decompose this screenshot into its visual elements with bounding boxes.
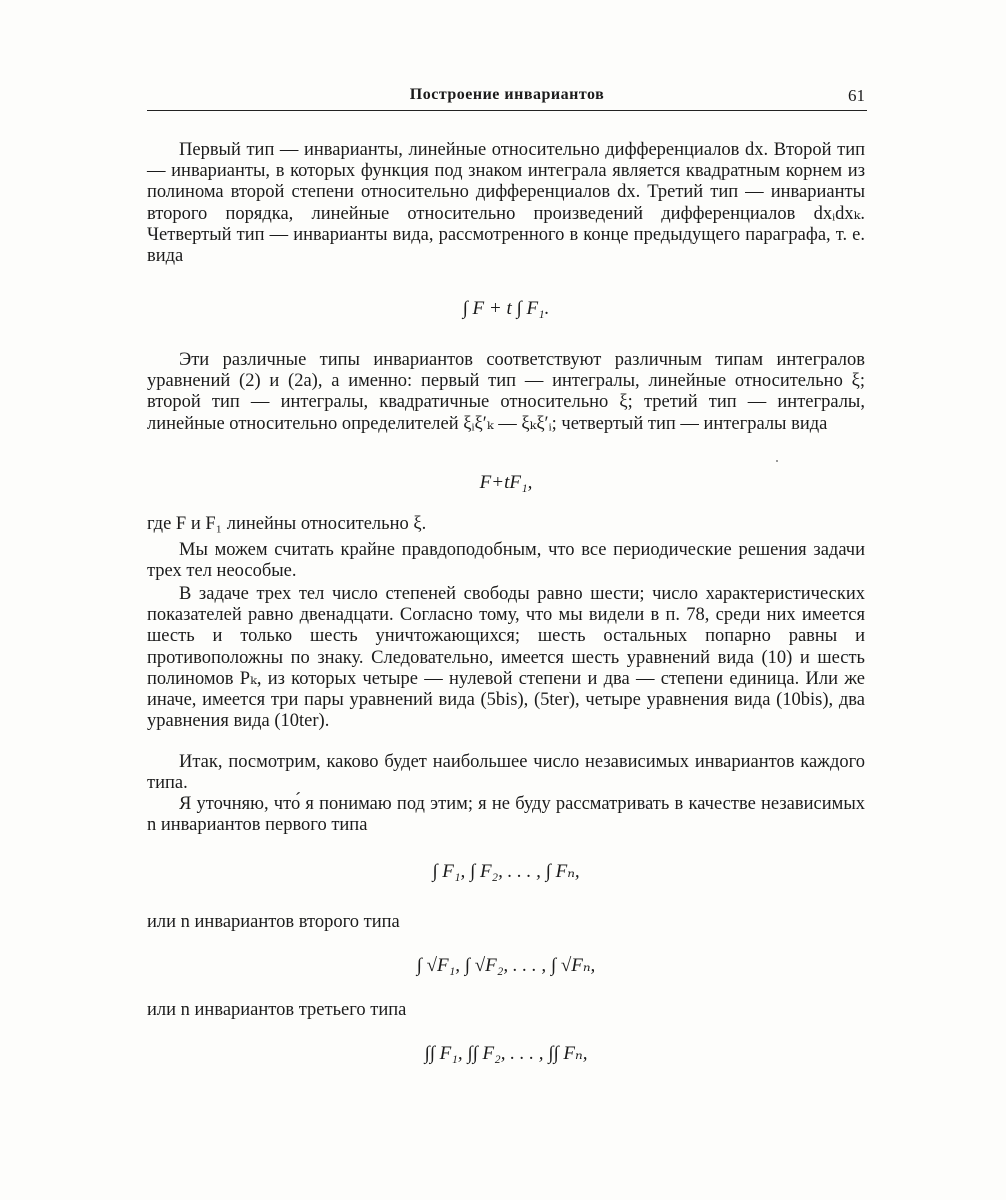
page-number: 61 [848, 86, 865, 105]
formula-3: ∫ F₁, ∫ F₂, . . . , ∫ Fₙ, [432, 861, 580, 882]
formula-2: F+tF₁, [479, 472, 533, 493]
paragraph-9: или n инвариантов третьего типа [147, 1000, 407, 1020]
paragraph-6: Итак, посмотрим, каково будет наибольшее число независимых инвариантов каждого типа. [147, 752, 865, 794]
paragraph-2: Эти различные типы инвариантов соответствуют различным типам интегралов уравнений (2) и (2а), а именно: первый тип — интегралы, линейные относительно ξ; второй тип — интегралы, квадратичные относительно ξ; третий тип — интегралы, линейные относительно определителей ξᵢξ′ₖ — ξₖξ′ᵢ; четвертый тип — интегралы вида [147, 350, 865, 434]
print-speck [776, 460, 778, 462]
paragraph-8: или n инвариантов второго типа [147, 912, 400, 932]
running-header [147, 84, 867, 111]
paragraph-1: Первый тип — инварианты, линейные относительно дифференциалов dx. Второй тип — инварианты, в которых функция под знаком интеграла является квадратным корнем из полинома второй степени относительно дифференциалов dx. Третий тип — инварианты второго порядка, линейные относительно произведений дифференциалов dxᵢdxₖ. Четвертый тип — инварианты вида, рассмотренного в конце предыдущего параграфа, т. е. вида [147, 140, 865, 267]
paragraph-4: Мы можем считать крайне правдоподобным, что все периодические решения задачи трех тел неособые. [147, 540, 865, 582]
header-title: Построение инвариантов [409, 86, 605, 103]
paragraph-5: В задаче трех тел число степеней свободы равно шести; число характеристических показателей равно двенадцати. Согласно тому, что мы видели в п. 78, среди них имеется шесть и только шесть уничтожающихся; шесть остальных попарно равны и противоположны по знаку. Следовательно, имеется шесть уравнений вида (10) и шесть полиномов Pₖ, из которых четыре — нулевой степени и два — степени единица. Или же иначе, имеется три пары уравнений вида (5bis), (5ter), четыре уравнения вида (10bis), два уравнения вида (10ter). [147, 584, 865, 732]
formula-1: ∫ F + t ∫ F₁. [462, 298, 550, 319]
formula-4: ∫ √F₁, ∫ √F₂, . . . , ∫ √Fₙ, [416, 955, 596, 976]
paragraph-7: Я уточняю, что́ я понимаю под этим; я не буду рассматривать в качестве независимых n инвариантов первого типа [147, 794, 865, 836]
paragraph-3: где F и F₁ линейны относительно ξ. [147, 514, 427, 534]
formula-5: ∫∫ F₁, ∫∫ F₂, . . . , ∫∫ Fₙ, [424, 1043, 588, 1064]
